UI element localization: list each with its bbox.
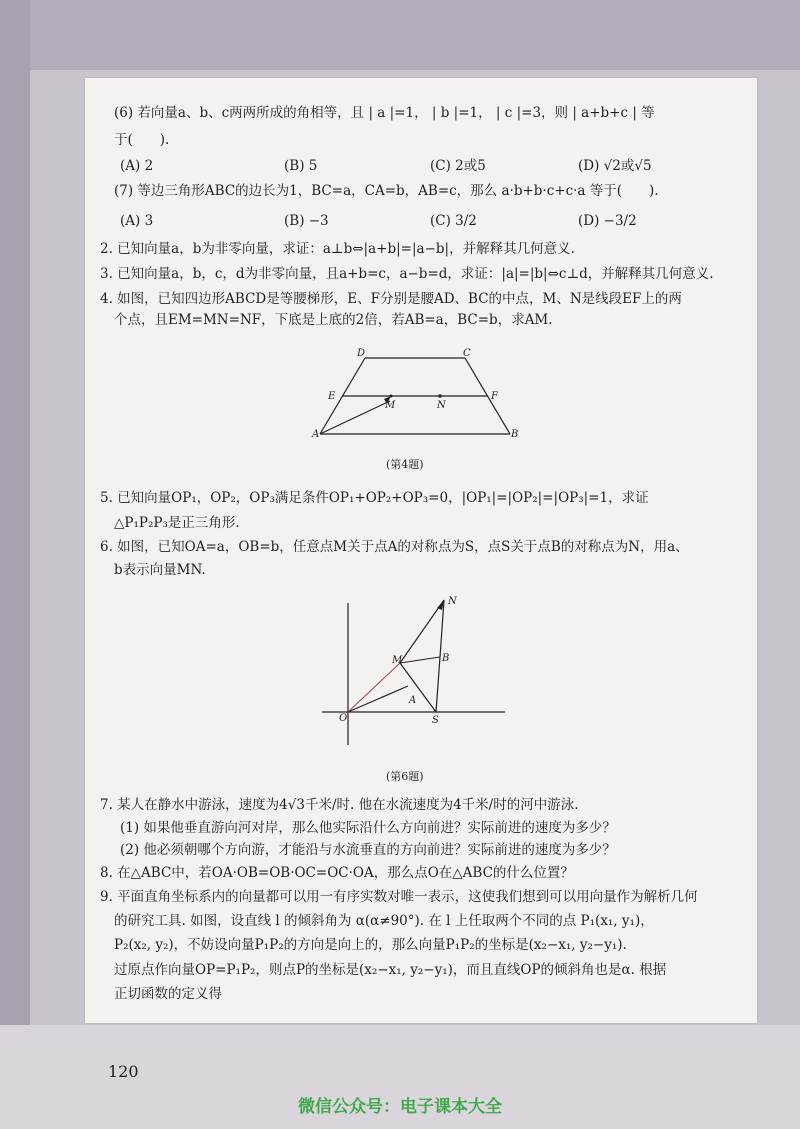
svg-text:N: N [448,596,457,607]
svg-text:B: B [442,653,450,664]
svg-text:A: A [312,429,320,440]
text-line: 6. 如图，已知OA=a，OB=b，任意点M关于点A的对称点为S，点S关于点B的对称点为N，用a、 [100,539,689,555]
text-line: (2) 他必须朝哪个方向游，才能沿与水流垂直的方向前进？实际前进的速度为多少？ [120,842,616,858]
background-band-left [0,0,30,1129]
watermark-text: 微信公众号：电子课本大全 [298,1097,502,1117]
svg-text:B: B [511,429,519,440]
svg-text:M: M [385,400,396,411]
background-band-top [0,0,800,70]
option-q7-b: (B) −3 [284,213,329,229]
page-number: 120 [108,1062,139,1081]
option-q6-a: (A) 2 [120,158,154,174]
text-line: △P₁P₂P₃是正三角形. [114,515,240,531]
text-line: 正切函数的定义得 [114,986,222,1002]
text-line: P₂(x₂, y₂)，不妨设向量P₁P₂的方向是向上的，那么向量P₁P₂的坐标是(x₂−x₁, y₂−y₁). [114,937,627,953]
text-line: 2. 已知向量a，b为非零向量，求证：a⊥b⇔|a+b|=|a−b|，并解释其几何意义. [100,241,575,257]
svg-text:F: F [491,391,498,402]
text-line: (6) 若向量a、b、c两两所成的角相等，且 | a |=1， | b |=1， | c |=3，则 | a+b+c | 等 [114,105,655,121]
text-line: 个点，且EM=MN=NF，下底是上底的2倍，若AB=a，BC=b，求AM. [114,312,553,328]
svg-text:C: C [463,348,471,359]
svg-text:N: N [437,400,446,411]
text-line: 4. 如图，已知四边形ABCD是等腰梯形，E、F分别是腰AD、BC的中点，M、N是线段EF上的两 [100,291,682,307]
text-line: (1) 如果他垂直游向河对岸，那么他实际沿什么方向前进？实际前进的速度为多少？ [120,820,616,836]
text-line: b表示向量MN. [114,562,206,578]
svg-text:D: D [357,348,366,359]
text-line: 于( ). [114,132,170,148]
svg-text:S: S [432,715,439,726]
figure-6 [320,595,510,750]
svg-text:A: A [409,695,417,706]
figure-4-caption: (第4题) [386,458,424,471]
text-line: 7. 某人在静水中游泳，速度为4√3千米/时. 他在水流速度为4千米/时的河中游泳. [100,797,579,813]
option-q7-a: (A) 3 [120,213,154,229]
svg-text:E: E [328,391,336,402]
option-q6-b: (B) 5 [284,158,318,174]
text-line: (7) 等边三角形ABC的边长为1，BC=a，CA=b，AB=c，那么 a·b+b·c+c·a 等于( ). [114,183,659,199]
option-q6-c: (C) 2或5 [430,158,486,174]
text-line: 3. 已知向量a，b，c，d为非零向量，且a+b=c，a−b=d，求证：|a|=|b|⇔c⊥d，并解释其几何意义. [100,266,714,282]
svg-text:M: M [392,655,403,666]
figure-6-caption: (第6题) [386,770,424,783]
text-line: 5. 已知向量OP₁，OP₂，OP₃满足条件OP₁+OP₂+OP₃=0，|OP₁|=|OP₂|=|OP₃|=1，求证 [100,490,649,506]
text-line: 9. 平面直角坐标系内的向量都可以用一有序实数对唯一表示，这使我们想到可以用向量作为解析几何 [100,889,698,905]
option-q7-d: (D) −3/2 [578,213,637,229]
text-line: 的研究工具. 如图，设直线 l 的倾斜角为 α(α≠90°). 在 l 上任取两个不同的点 P₁(x₁, y₁)， [114,913,654,929]
text-line: 8. 在△ABC中，若OA·OB=OB·OC=OC·OA，那么点O在△ABC的什么位置？ [100,865,574,881]
text-line: 过原点作向量OP=P₁P₂，则点P的坐标是(x₂−x₁, y₂−y₁)，而且直线OP的倾斜角也是α. 根据 [114,962,667,978]
option-q7-c: (C) 3/2 [430,213,477,229]
figure-4 [300,345,530,450]
option-q6-d: (D) √2或√5 [578,158,652,174]
svg-text:O: O [339,713,348,724]
